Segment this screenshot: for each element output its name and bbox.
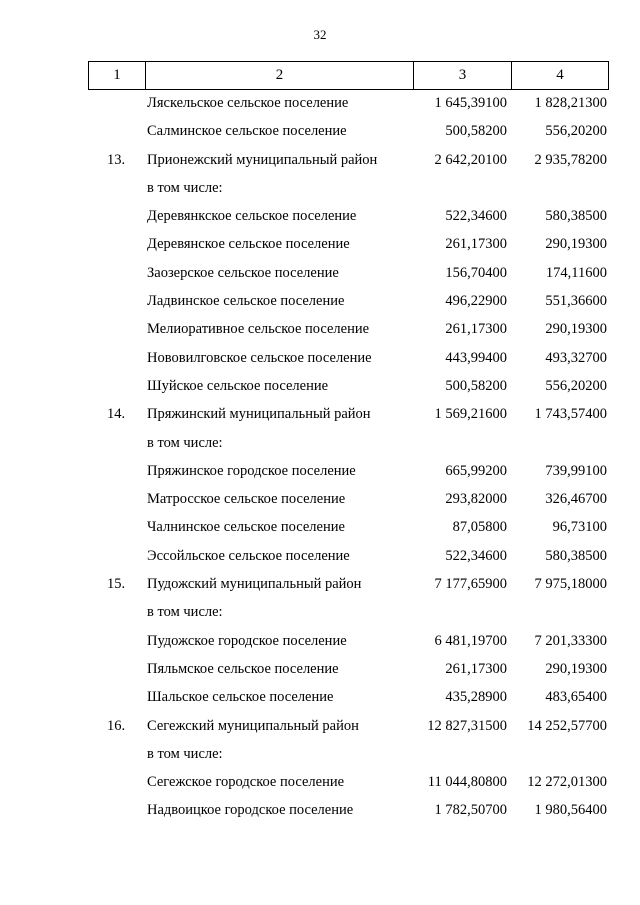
row-value-col3: 156,70400 (445, 264, 507, 281)
row-value-col3: 293,82000 (445, 491, 507, 508)
table-row (0, 683, 640, 711)
row-value-col4: 7 975,18000 (534, 576, 607, 593)
table-row (0, 655, 640, 683)
header-cell-3: 3 (414, 62, 512, 90)
row-value-col3: 665,99200 (445, 462, 507, 479)
row-value-col4: 1 743,57400 (534, 406, 607, 423)
table-row (0, 89, 640, 117)
row-name: Деревянское сельское поселение (147, 236, 350, 253)
row-value-col3: 500,58200 (445, 377, 507, 394)
row-name: Пяльмское сельское поселение (147, 660, 339, 677)
row-value-col3: 1 569,21600 (434, 406, 507, 423)
row-value-col3: 522,34600 (445, 547, 507, 564)
row-name: в том числе: (147, 434, 223, 451)
row-name: Шальское сельское поселение (147, 689, 334, 706)
row-name: Чалнинское сельское поселение (147, 519, 345, 536)
table-row (0, 400, 640, 428)
table-row (0, 146, 640, 174)
page-number: 32 (313, 27, 327, 42)
row-name: в том числе: (147, 179, 223, 196)
row-value-col4: 580,38500 (545, 208, 607, 225)
row-value-col3: 87,05800 (452, 519, 507, 536)
row-name: Нововилговское сельское поселение (147, 349, 372, 366)
row-number: 16. (106, 717, 126, 734)
row-value-col3: 522,34600 (445, 208, 507, 225)
row-value-col4: 96,73100 (552, 519, 607, 536)
table-row (0, 315, 640, 343)
table-row (0, 174, 640, 202)
table-row (0, 457, 640, 485)
table-row (0, 259, 640, 287)
table-row (0, 230, 640, 258)
table-row (0, 542, 640, 570)
row-value-col3: 443,99400 (445, 349, 507, 366)
row-name: Ладвинское сельское поселение (147, 293, 345, 310)
row-name: Деревянкское сельское поселение (147, 208, 357, 225)
table-row (0, 796, 640, 824)
row-name: в том числе: (147, 745, 223, 762)
row-name: Пудожский муниципальный район (147, 576, 362, 593)
header-cell-1: 1 (89, 62, 146, 90)
row-value-col4: 483,65400 (545, 689, 607, 706)
table-row (0, 372, 640, 400)
header-cell-2: 2 (146, 62, 414, 90)
row-number: 15. (106, 576, 126, 593)
header-row (89, 62, 609, 90)
table-row (0, 429, 640, 457)
row-value-col3: 1 645,39100 (434, 95, 507, 111)
table-body (0, 89, 640, 825)
row-value-col4: 12 272,01300 (527, 774, 607, 791)
row-value-col3: 11 044,80800 (427, 774, 507, 791)
table-row (0, 287, 640, 315)
row-value-col3: 435,28900 (445, 689, 507, 706)
row-name: Матросское сельское поселение (147, 491, 346, 508)
table-row (0, 485, 640, 513)
row-value-col4: 2 935,78200 (534, 151, 607, 168)
table-row (0, 627, 640, 655)
row-value-col3: 261,17300 (445, 321, 507, 338)
row-number: 13. (106, 151, 126, 168)
row-name: Мелиоративное сельское поселение (147, 321, 370, 338)
table-header (88, 61, 609, 90)
row-value-col4: 1 980,56400 (534, 802, 607, 819)
row-name: Пряжинское городское поселение (147, 462, 356, 479)
row-value-col3: 261,17300 (445, 660, 507, 677)
row-value-col3: 496,22900 (445, 293, 507, 310)
row-value-col3: 6 481,19700 (434, 632, 507, 649)
row-name: Сегежское городское поселение (147, 774, 345, 791)
row-value-col4: 551,36600 (545, 293, 607, 310)
table-row (0, 344, 640, 372)
row-value-col4: 7 201,33300 (534, 632, 607, 649)
row-name: Шуйское сельское поселение (147, 377, 329, 394)
row-number: 14. (106, 406, 126, 423)
row-name: Надвоицкое городское поселение (147, 802, 354, 819)
row-name: Ляскельское сельское поселение (147, 95, 349, 111)
row-value-col3: 7 177,65900 (434, 576, 507, 593)
row-value-col4: 14 252,57700 (527, 717, 607, 734)
row-value-col4: 326,46700 (545, 491, 607, 508)
table-row (0, 740, 640, 768)
row-value-col4: 290,19300 (545, 236, 607, 253)
row-name: Пудожское городское поселение (147, 632, 347, 649)
row-value-col3: 2 642,20100 (434, 151, 507, 168)
row-name: Заозерское сельское поселение (147, 264, 339, 281)
table-row (0, 712, 640, 740)
row-name: в том числе: (147, 604, 223, 621)
table-row (0, 598, 640, 626)
table-row (0, 202, 640, 230)
row-value-col3: 261,17300 (445, 236, 507, 253)
row-name: Пряжинский муниципальный район (147, 406, 371, 423)
row-name: Салминское сельское поселение (147, 123, 347, 140)
row-value-col3: 500,58200 (445, 123, 507, 140)
row-value-col4: 174,11600 (545, 264, 607, 281)
row-name: Прионежский муниципальный район (147, 151, 378, 168)
row-value-col3: 1 782,50700 (434, 802, 507, 819)
table-row (0, 117, 640, 145)
row-value-col4: 493,32700 (545, 349, 607, 366)
table-row (0, 513, 640, 541)
row-value-col4: 1 828,21300 (534, 95, 607, 111)
row-value-col3: 12 827,31500 (427, 717, 507, 734)
row-value-col4: 556,20200 (545, 377, 607, 394)
row-name: Эссойльское сельское поселение (147, 547, 350, 564)
row-value-col4: 739,99100 (545, 462, 607, 479)
row-value-col4: 556,20200 (545, 123, 607, 140)
row-name: Сегежский муниципальный район (147, 717, 359, 734)
row-value-col4: 290,19300 (545, 660, 607, 677)
row-value-col4: 580,38500 (545, 547, 607, 564)
table-row (0, 768, 640, 796)
header-cell-4: 4 (512, 62, 609, 90)
row-value-col4: 290,19300 (545, 321, 607, 338)
table-row (0, 570, 640, 598)
